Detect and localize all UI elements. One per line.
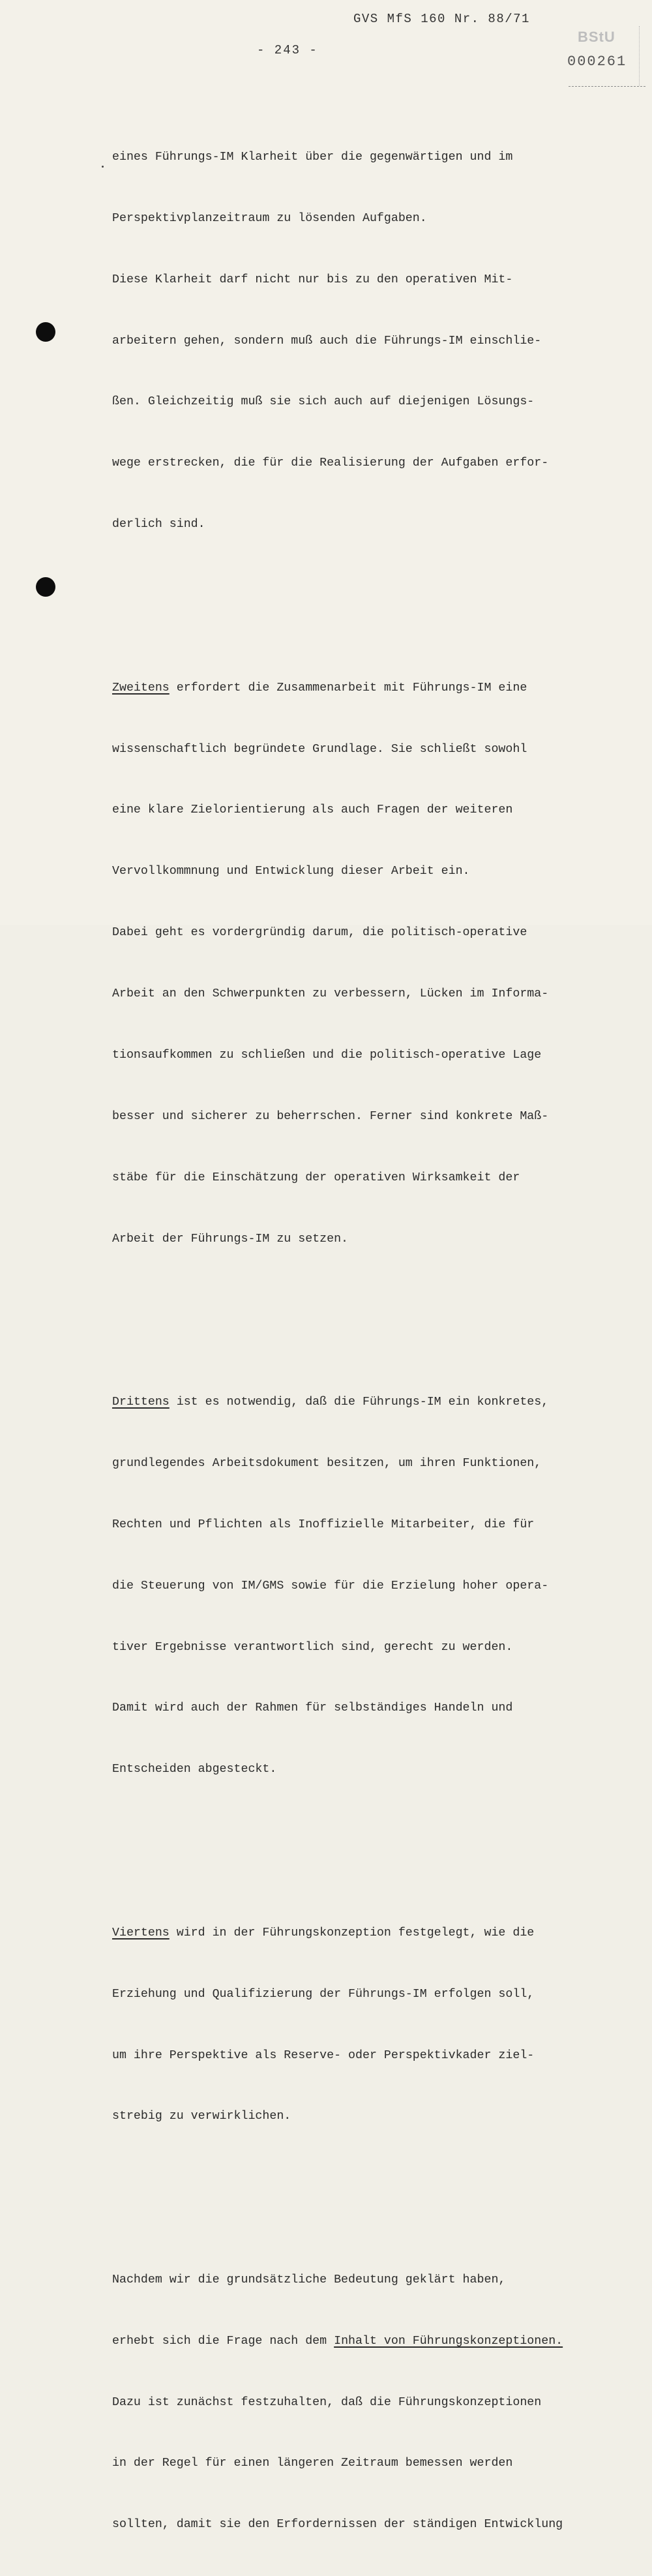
text-line: sollten, damit sie den Erfordernissen der ständigen Entwicklung xyxy=(112,2518,563,2532)
underlined-phrase: Inhalt von Führungskonzeptionen. xyxy=(334,2334,563,2348)
text-line-rest: wird in der Führungskonzeption festgelegt, wie die xyxy=(169,1926,535,1939)
text-line: tiver Ergebnisse verantwortlich sind, gerecht zu werden. xyxy=(112,1640,513,1654)
text-line xyxy=(112,2331,640,2352)
text-line: Diese Klarheit darf nicht nur bis zu den operativen Mit- xyxy=(112,273,513,286)
text-line xyxy=(112,1923,640,1943)
paragraph-gap xyxy=(112,576,640,596)
text-line-rest: ist es notwendig, daß die Führungs-IM ein konkretes, xyxy=(169,1396,549,1409)
text-line: wissenschaftlich begründete Grundlage. Sie schließt sowohl xyxy=(112,742,527,756)
text-line: stäbe für die Einschätzung der operativen Wirksamkeit der xyxy=(112,1171,520,1184)
punch-hole xyxy=(36,577,55,597)
text-line: grundlegendes Arbeitsdokument besitzen, um ihren Funktionen, xyxy=(112,1456,542,1470)
text-line: derlich sind. xyxy=(112,518,205,532)
stamp-border-vertical xyxy=(639,26,640,86)
paragraph-lead-drittens: Drittens xyxy=(112,1396,170,1409)
text-line: Dazu ist zunächst festzuhalten, daß die Führungskonzeptionen xyxy=(112,2395,542,2409)
text-line: Arbeit an den Schwerpunkten zu verbessern, Lücken im Informa- xyxy=(112,987,549,1001)
text-line: tionsaufkommen zu schließen und die politisch-operative Lage xyxy=(112,1048,542,1062)
paragraph-lead-zweitens: Zweitens xyxy=(112,681,170,695)
text-line: die Steuerung von IM/GMS sowie für die Erzielung hoher opera- xyxy=(112,1579,549,1593)
text-line: Vervollkommnung und Entwicklung dieser Arbeit ein. xyxy=(112,865,470,878)
page-number: - 243 - xyxy=(257,43,318,57)
margin-mark xyxy=(102,166,104,168)
text-line xyxy=(112,678,640,698)
body-text xyxy=(112,86,640,2576)
text-line: in der Regel für einen längeren Zeitraum bemessen werden xyxy=(112,2457,513,2470)
text-line xyxy=(112,1392,640,1413)
text-line-start: erhebt sich die Frage nach dem xyxy=(112,2334,334,2348)
stamp-name: BStU xyxy=(578,29,615,45)
paragraph-gap xyxy=(112,1291,640,1311)
paragraph-lead-viertens: Viertens xyxy=(112,1926,170,1939)
text-line: Entscheiden abgesteckt. xyxy=(112,1763,277,1776)
text-line: arbeitern gehen, sondern muß auch die Führungs-IM einschlie- xyxy=(112,334,542,348)
document-reference: GVS MfS 160 Nr. 88/71 xyxy=(353,12,530,26)
text-line: Perspektivplanzeitraum zu lösenden Aufgaben. xyxy=(112,211,427,225)
text-line-rest: erfordert die Zusammenarbeit mit Führungs-IM eine xyxy=(169,681,527,695)
archive-stamp xyxy=(562,26,640,89)
text-line: Damit wird auch der Rahmen für selbständiges Handeln und xyxy=(112,1701,513,1715)
text-line: eine klare Zielorientierung als auch Fragen der weiteren xyxy=(112,803,513,817)
text-line: strebig zu verwirklichen. xyxy=(112,2110,291,2123)
text-line: Rechten und Pflichten als Inoffizielle Mitarbeiter, die für xyxy=(112,1518,535,1531)
paragraph-gap xyxy=(112,2168,640,2188)
text-line: Nachdem wir die grundsätzliche Bedeutung geklärt haben, xyxy=(112,2273,506,2286)
text-line: eines Führungs-IM Klarheit über die gegenwärtigen und im xyxy=(112,150,513,164)
paragraph-gap xyxy=(112,1821,640,1841)
text-line: um ihre Perspektive als Reserve- oder Perspektivkader ziel- xyxy=(112,2048,535,2062)
stamp-number: 000261 xyxy=(567,53,627,70)
text-line: Arbeit der Führungs-IM zu setzen. xyxy=(112,1232,349,1246)
punch-hole xyxy=(36,322,55,342)
text-line: wege erstrecken, die für die Realisierung der Aufgaben erfor- xyxy=(112,457,549,470)
text-line: Erziehung und Qualifizierung der Führungs-IM erfolgen soll, xyxy=(112,1987,535,2001)
text-line: Dabei geht es vordergründig darum, die politisch-operative xyxy=(112,926,527,940)
text-line: ßen. Gleichzeitig muß sie sich auch auf diejenigen Lösungs- xyxy=(112,395,535,409)
text-line: besser und sicherer zu beherrschen. Ferner sind konkrete Maß- xyxy=(112,1109,549,1123)
